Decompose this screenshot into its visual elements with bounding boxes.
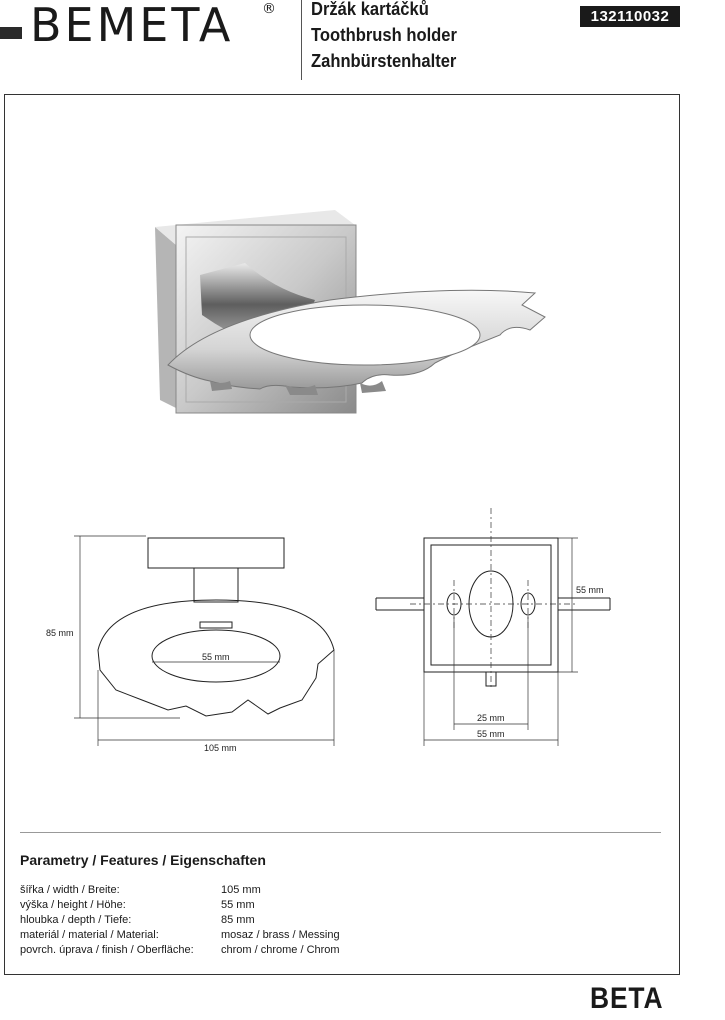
features-table	[20, 884, 420, 959]
title-en: Toothbrush holder	[311, 25, 457, 45]
feature-value: 55 mm	[221, 899, 255, 911]
side-view-drawing	[98, 538, 334, 716]
feature-label: výška / height / Höhe:	[20, 899, 126, 911]
feature-row	[20, 884, 420, 899]
feature-value: mosaz / brass / Messing	[221, 929, 340, 941]
series-name: BETA	[590, 982, 664, 1015]
feature-label: povrch. úprava / finish / Oberfläche:	[20, 944, 194, 956]
feature-row	[20, 944, 420, 959]
features-heading: Parametry / Features / Eigenschaften	[20, 852, 266, 868]
registered-mark: ®	[262, 1, 276, 17]
front-inner-width-label: 25 mm	[477, 713, 505, 723]
front-height-label: 55 mm	[576, 585, 604, 595]
feature-value: 85 mm	[221, 914, 255, 926]
feature-value: 105 mm	[221, 884, 261, 896]
front-view-drawing	[376, 538, 610, 686]
feature-row	[20, 929, 420, 944]
title-cz: Držák kartáčků	[311, 0, 429, 19]
side-height-label: 85 mm	[46, 628, 74, 638]
front-width-label: 55 mm	[477, 729, 505, 739]
feature-row	[20, 899, 420, 914]
product-code-badge: 132110032	[580, 6, 680, 27]
section-divider	[20, 832, 661, 833]
feature-label: hloubka / depth / Tiefe:	[20, 914, 132, 926]
brand-logo: BEMETA	[30, 0, 234, 52]
feature-label: materiál / material / Material:	[20, 929, 159, 941]
side-width-label: 105 mm	[204, 743, 237, 753]
feature-label: šířka / width / Breite:	[20, 884, 120, 896]
feature-value: chrom / chrome / Chrom	[221, 944, 340, 956]
title-de: Zahnbürstenhalter	[311, 51, 457, 71]
side-inner-label: 55 mm	[202, 652, 230, 662]
front-center-lines	[410, 508, 575, 690]
feature-row	[20, 914, 420, 929]
